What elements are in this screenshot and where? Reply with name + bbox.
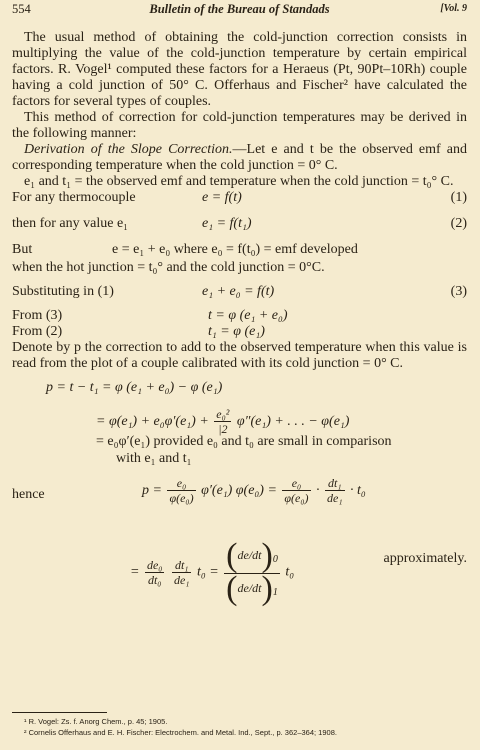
fraction [325,477,345,505]
final-equation [12,521,467,607]
denominator: de₁ [327,491,343,505]
denominator: dt₀ [147,572,162,587]
big-fraction [224,537,280,607]
equation-2 [12,216,467,234]
footnote-2: ² Cornelis Offerhaus and E. H. Fischer: Electrochem. and Metal. Ind., Sept., p. 362–364; 1908. [24,728,337,737]
equation-body: e₁ + e₀ = f(t) [202,284,275,299]
equation-body: e = f(t) [202,190,242,205]
paragraph-3-text: —Let e and t be the observed emf and corresponding temperature when the cold junction = 0° C. [12,142,467,173]
subscript: 1 [272,587,278,599]
but-line [12,242,467,260]
equation-part: = φ(e₁) + e₀φ′(e₁) + [96,414,209,430]
equation-label: Substituting in (1) [12,284,114,299]
equation-body: with e₁ and t₁ [116,451,192,466]
denominator: φ(e₀) [169,491,194,505]
equation-label: then for any value e₁ [12,216,129,231]
equation-part: φ′(e₁) φ(e₀) = [201,483,277,499]
numerator: dt₁ [172,559,192,573]
from-2-line [12,324,467,340]
volume-label: [Vol. 9 [440,3,467,14]
equation-label: From (2) [12,324,63,339]
paragraph-1: The usual method of obtaining the cold-junction correction consists in multiplying the value of the cold-junction temperature by certain empirical factors. R. Vogel¹ computed these factors for a Heraeus (Pt, 90Pt–10Rh) couple having a cold junction of 50° C. Offerhaus and Fischer² have calculated the factors for several types of couples. [12,30,467,109]
equation-body [130,537,295,607]
p-line-3 [12,434,467,451]
subscript: 0 [272,554,278,566]
numerator: e₀ [282,477,310,491]
equation-body: t = φ (e₁ + e₀) [208,308,288,323]
denote-paragraph: Denote by p the correction to add to the observed temperature when this value is read from the plot of a couple calibrated with its cold junction = 0° C. [12,340,467,371]
equation-number: (2) [450,216,467,231]
fraction [172,559,192,587]
footnotes [24,716,467,738]
numerator: e₀² [216,407,230,421]
from-3-line [12,308,467,324]
equation-part: · [316,483,320,499]
section-title: Derivation of the Slope Correction. [24,142,233,157]
equation-body [96,408,349,436]
equation-part: · t₀ [350,483,366,499]
fraction [214,408,231,436]
equation-body: t₁ = φ (e₁) [208,324,265,339]
equation-number: (1) [450,190,467,205]
approximately-label: approximately. [383,551,467,566]
running-header [12,2,467,20]
fraction [145,559,165,587]
journal-title: Bulletin of the Bureau of Standads [149,2,330,16]
fraction [282,477,310,505]
paragraph-4: e₁ and t₁ = the observed emf and temperature when the cold junction = t₀° C. [24,174,454,189]
equation-label: From (3) [12,308,63,323]
numerator: de₀ [146,557,163,572]
equation-label: hence [12,487,45,502]
p-line-2 [12,402,467,434]
denominator: φ(e₀) [284,491,309,505]
fraction [167,477,195,505]
denominator: de₁ [173,572,190,587]
equation-body: = e₀φ′(e₁) provided e₀ and t₀ are small in comparison [96,434,392,449]
paragraph-3 [12,142,467,174]
equation-3 [12,284,467,302]
equation-part: p = [142,483,162,499]
hence-equation [12,473,467,521]
equation-body: e = e₁ + e₀ where e₀ = f(t₀) = emf developed [112,242,358,257]
denominator: $(de/dt)_1$ [226,570,278,607]
equation-1 [12,190,467,208]
equation-body: e₁ = f(t₁) [202,216,252,231]
equation-label: But [12,242,33,257]
equation-body [142,477,366,505]
numerator: dt₁ [325,477,345,491]
p-line-3b [12,451,467,473]
paragraph-2: This method of correction for cold-junction temperatures may be derived in the following manner: [12,110,467,141]
equation-body: p = t − t₁ = φ (e₁ + e₀) − φ (e₁) [46,380,223,395]
equation-label: For any thermocouple [12,190,136,205]
equation-part: t₀ = [196,564,219,580]
equation-number: (3) [450,284,467,299]
denominator: |2 [218,422,228,436]
equation-part: φ″(e₁) + . . . − φ(e₁) [236,414,350,430]
numerator: $(de/dt)_0$ [226,537,278,574]
equation-part: = [130,564,140,580]
but-continuation: when the hot junction = t₀° and the cold junction = 0°C. [12,260,325,275]
footnote-1: ¹ R. Vogel: Zs. f. Anorg Chem., p. 45; 1905. [24,717,168,726]
footnote-rule [12,712,107,713]
p-line-1 [12,380,467,402]
page-number: 554 [12,2,31,16]
equation-part: t₀ [285,564,295,580]
derivative: de/dt [237,580,262,595]
numerator: e₀ [167,477,195,491]
derivative: de/dt [237,547,262,562]
body-text [12,30,467,607]
